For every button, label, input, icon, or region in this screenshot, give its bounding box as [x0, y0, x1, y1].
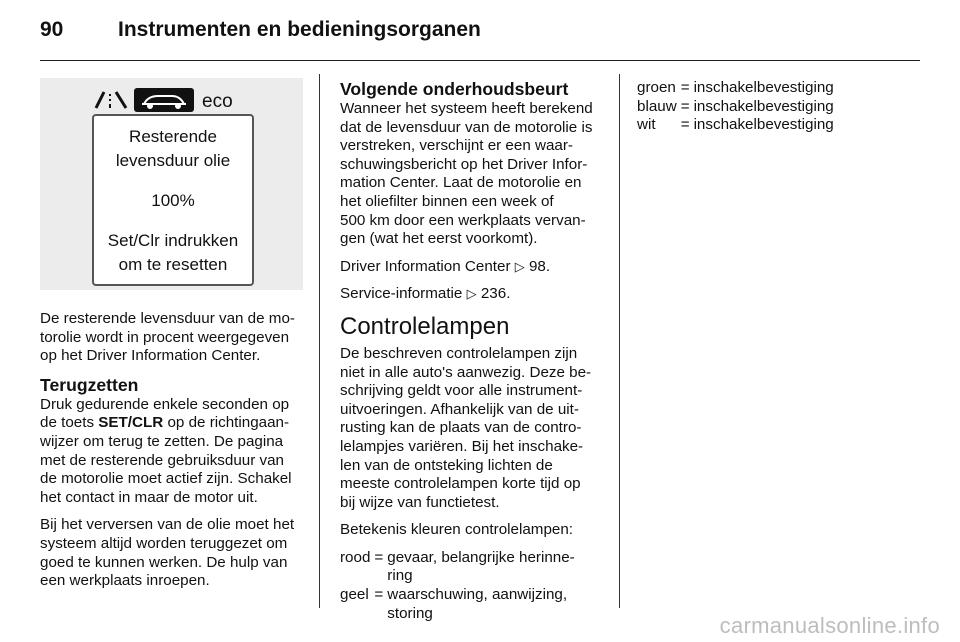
header-rule — [40, 60, 920, 61]
text-line: een werkplaats inroepen. — [40, 572, 210, 590]
display-line-3: Set/Clr indrukken — [107, 231, 239, 250]
oil-life-display-illustration — [40, 78, 303, 290]
colors-intro: Betekenis kleuren controlelampen: — [340, 521, 574, 539]
display-percent: 100% — [151, 191, 195, 210]
column-divider-1 — [319, 74, 320, 608]
color-meaning: inschakelbevestiging — [693, 79, 834, 96]
cross-reference-service[interactable]: Service-informatie ▷ 236. — [340, 285, 511, 303]
service-heading: Volgende onderhoudsbeurt — [340, 79, 569, 99]
page-reference-arrow-icon: ▷ — [514, 258, 525, 274]
set-clr-key-label: SET/CLR — [98, 414, 164, 432]
table-row — [340, 549, 575, 586]
text-line: niet in alle auto's aanwezig. Deze be- — [340, 363, 592, 381]
display-line-1: Resterende — [129, 127, 217, 146]
color-key: rood — [340, 548, 371, 566]
color-key: wit — [637, 116, 656, 134]
warning-lights-paragraph — [340, 345, 608, 512]
column-2 — [340, 79, 608, 623]
table-row — [340, 586, 575, 623]
text-line: Bij het verversen van de olie moet het — [40, 516, 295, 534]
text-line: dat de levensduur van de motorolie is — [340, 118, 593, 136]
table-row — [637, 116, 834, 135]
text-line: uitvoeringen. Afhankelijk van de uit- — [340, 400, 579, 418]
page-reference-arrow-icon: ▷ — [466, 286, 477, 302]
color-meaning: inschakelbevestiging — [693, 97, 834, 115]
text-line: mation Center. Laat de motorolie en — [340, 174, 582, 192]
text-line: len van de ontsteking lichten de — [340, 456, 553, 474]
table-row — [637, 98, 834, 117]
reset-heading: Terugzetten — [40, 374, 139, 395]
equals-sign: = — [680, 116, 690, 134]
text-line: wijzer om terug te zetten. De pagina — [40, 432, 284, 450]
text-line: schuwingsbericht op het Driver Infor- — [340, 155, 588, 173]
text-line: met de resterende gebruiksduur van — [40, 451, 284, 469]
display-screen — [92, 114, 254, 286]
text-line: schrijving geldt voor alle instrument- — [340, 382, 583, 400]
warning-lights-heading: Controlelampen — [340, 312, 510, 340]
text-line: bij wijze van functietest. — [340, 493, 500, 511]
text-line: gen (wat het eerst voorkomt). — [340, 230, 538, 248]
display-line-2: levensduur olie — [115, 151, 231, 170]
equals-sign: = — [680, 97, 690, 115]
wiper-icon — [96, 92, 126, 108]
text-line: rusting kan de plaats van de contro- — [340, 419, 582, 437]
eco-icon: eco — [202, 91, 233, 112]
text-line: de toets SET/CLR op de richtingaan- — [40, 414, 290, 432]
column-1 — [40, 78, 308, 600]
display-line-4: om te resetten — [118, 255, 228, 274]
column-divider-2 — [619, 74, 620, 608]
text-line: meeste controlelampen korte tijd op — [340, 475, 581, 493]
text-line: de motorolie moet actief zijn. Schakel — [40, 470, 292, 488]
text-line: goed te kunnen werken. De hulp van — [40, 553, 288, 571]
text-line: het oliefilter binnen een week of — [340, 192, 554, 210]
color-meaning: inschakelbevestiging — [693, 116, 834, 134]
color-meaning-table — [340, 549, 575, 623]
text-line: het contact in maar de motor uit. — [40, 488, 258, 506]
equals-sign: = — [374, 548, 384, 566]
page-header — [40, 18, 920, 48]
watermark: carmanualsonline.info — [719, 613, 940, 638]
equals-sign: = — [374, 586, 384, 604]
intro-paragraph — [40, 310, 308, 366]
text-line: op het Driver Information Center. — [40, 347, 261, 365]
cross-reference-dic[interactable]: Driver Information Center ▷ 98. — [340, 257, 551, 275]
text-line: Wanneer het systeem heeft berekend — [340, 100, 593, 117]
display-status-bar — [92, 86, 254, 114]
table-row — [637, 79, 834, 98]
color-meaning: gevaar, belangrijke herinne- ring — [387, 548, 575, 585]
text-line: De beschreven controlelampen zijn — [340, 344, 578, 362]
page-number: 90 — [40, 18, 64, 41]
text-line: torolie wordt in procent weergegeven — [40, 328, 290, 346]
text-line: De resterende levensduur van de mo- — [40, 310, 295, 327]
text-line: verstreken, verschijnt er een waar- — [340, 137, 573, 155]
color-key: groen — [637, 79, 676, 96]
car-icon — [134, 88, 194, 112]
color-meaning: waarschuwing, aanwijzing, storing — [387, 586, 568, 622]
column-3 — [637, 79, 905, 135]
equals-sign: = — [680, 79, 690, 96]
reset-paragraph — [40, 396, 308, 508]
text-line: Druk gedurende enkele seconden op — [40, 395, 290, 413]
color-key: geel — [340, 586, 369, 604]
text-line: systeem altijd worden teruggezet om — [40, 534, 288, 552]
text-line: 500 km door een werkplaats vervan- — [340, 211, 586, 229]
color-meaning-table-continued — [637, 79, 834, 135]
oil-change-paragraph — [40, 516, 308, 590]
color-key: blauw — [637, 97, 677, 115]
service-paragraph — [340, 100, 608, 249]
page-title: Instrumenten en bedieningsorganen — [118, 18, 481, 41]
text-line: lelampjes variëren. Bij het inschake- — [340, 437, 584, 455]
